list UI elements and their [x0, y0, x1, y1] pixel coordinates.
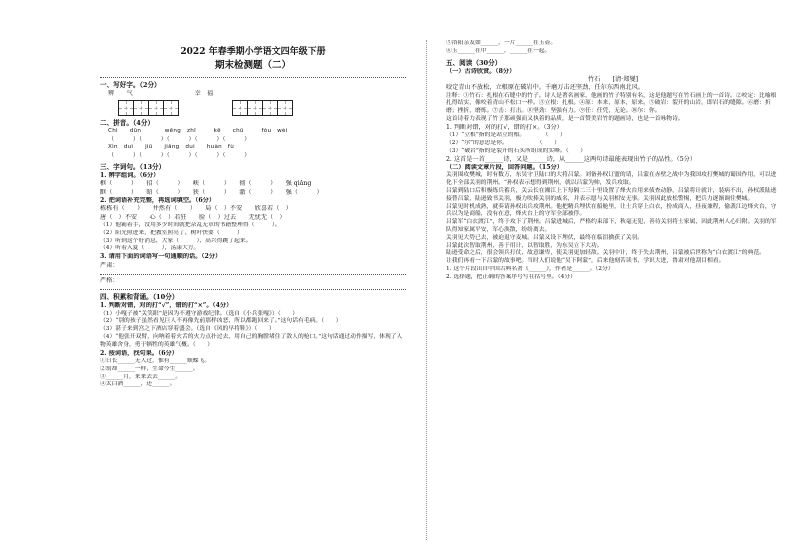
section-5-title: 五、阅读（30分）	[446, 58, 502, 67]
s3-q2-row-a: 栋栋有（ ） 井然有（ ） 局（ ）不安 欣喜若（ ）	[100, 205, 292, 213]
passage-para-6: 吕蒙此次智取荆州，善于用计，以智取胜，为东吴立下大功。	[446, 242, 603, 249]
header-rule	[100, 77, 406, 78]
s3-q2-item-1: （1）他霸着手，没用多少时间就把杂乱无章的书籍整理得（ ）。	[100, 221, 281, 228]
s3-q3-line-2: 严格：	[100, 276, 119, 284]
r-q1-item-3: （3）“破岩”指的是裂开的石头所组成的实峰。（ ）	[446, 147, 587, 154]
r-reading-q1: 1. 这个片段出自中国古典名著《______》，作者是______。（2分）	[446, 266, 614, 273]
pinyin-row-2: Xìn duì jiū jiǎng duì huàn fù	[108, 144, 235, 150]
r-reading-q2: 2. 选择题，把正确的答案序号写在括号里。（4分）	[446, 273, 576, 280]
passage-para-1: 关羽围攻樊城，时有数万，东吴守卫陆口的大将吕蒙。刘备孙权订盟的请，吕蒙在赤壁之战中为我国攻打樊城的蜀国作用，可以进化下全部关羽的荆州。“孙权表示想得到荆州，就以吕蒙为帅，发兵攻取。	[446, 172, 777, 187]
s4-q1-item-2: （2）“别的孩子虽然看见巨人不再像先前那样凶恶，所以都跑回来了。”这句话有毛病。（ ）	[100, 318, 342, 325]
bracket-row-1: （ ）（ ）（ ）（ ）（ ）	[108, 135, 251, 143]
right-column	[446, 40, 780, 282]
poem-summary: 这首诗着力表现了竹子那顽强而又执着的品质，是一首赞美岩竹的题画诗，也是一首咏物诗。	[446, 116, 684, 123]
poem-notes: 注释：①竹石：扎根在石缝中的竹子。诗人是著名画家，他画的竹子特别有名，这是他题写在竹石画上的一首诗。②咬定：比喻根扎得结实，像咬着青山不松口一样。③立根：扎根。④原：本来，原本，原来。⑤破岩：裂开的山岩，即岩石的缝隙。⑥磨：折磨；挫折，磨炼。⑦击：打击。⑧坚劲：坚强有力。⑨任：任凭，无论。⑩尔：你。	[446, 92, 777, 115]
r-q2: 2. 这首是一首______诗，又是______诗，从______这两句诗最能表现出竹子的品性。（5分）	[446, 155, 697, 163]
writing-box[interactable]	[277, 100, 293, 116]
s5-part-2: （二）阅读文章片段，回答问题。（15分）	[446, 164, 563, 171]
writing-box[interactable]	[262, 100, 278, 116]
passage-para-2: 吕蒙到陆口后积极练兵蓄兵，关云长在湘江上下每隔二三十里设置了烽火台用来侦查动静，吕蒙将计就计，装病不出，孙权派陆逊接替吕蒙，陆逊致书关羽，极力吹捧关羽的威名，并表示愿与关羽相安无事。关羽因此放松警惕，把兵力逐渐调往樊城。	[446, 187, 777, 202]
s4-q2-item-4: ④太白酒______，还______。	[100, 381, 176, 388]
section-1-title: 一、写好字。（2分）	[100, 80, 161, 89]
s4-q2-item-1: ①日长______无人过，惟有______蛱蝶飞。	[100, 357, 211, 364]
s4-q1-item-1: （1）小嘎子被“关笑眼”是因为不遵守游戏纪律。（选自《小兵张嘎》）（ ）	[100, 310, 299, 317]
r-fill-5: ⑤浴阳亲友如______，一片______在玉壶。	[446, 40, 557, 46]
passage-para-8: 让我们再看一下吕蒙的故事吧。当时人们说他“吴下阿蒙”，后来他刻苦读书，学识大进，鲁肃对他刮目相看。	[446, 258, 725, 265]
answer-line[interactable]	[100, 289, 406, 290]
answer-line[interactable]	[100, 274, 406, 275]
s1-words: 辨 气 幸 福	[108, 89, 214, 97]
pinyin-row-1: Chì dūn wēng zhī kē chū fǒu wèi	[108, 128, 288, 135]
s3-q2-item-2: （2）阳光照进来，把教室照亮了，树叶快要（ ）	[100, 229, 243, 236]
section-2-title: 二、拼音。（4分）	[100, 119, 155, 128]
left-column	[100, 40, 406, 389]
writing-box[interactable]	[247, 100, 263, 116]
s4-q2: 2. 按词语，找句果。（6分）	[100, 349, 178, 357]
s3-q2: 2. 把词语补充完整，再选词填空。（6分）	[100, 196, 216, 204]
writing-box[interactable]	[232, 100, 248, 116]
section-4-title: 四、积累和背诵。（10分）	[100, 293, 179, 302]
s3-q3-line-1: 严肃：	[100, 261, 119, 269]
r-q1: 1. 判断对错，对的打√，错的打×。（3分）	[446, 123, 563, 131]
writing-box[interactable]	[148, 100, 164, 116]
passage-para-3: 吕蒙见时机成熟，就奏请孙权出兵攻荆州。他把精兵埋伏在船舱里，让士兵穿上白衣，扮成商人，昼夜兼程，偷袭江边烽火台，守兵以为是商船，没有在意，烽火台上的守军全部被俘。	[446, 203, 777, 218]
s3-q2-item-3: （3）听到这个好消息，大家（ ），高兴得跳了起来。	[100, 237, 252, 244]
writing-box[interactable]	[118, 100, 134, 116]
box-group-2	[232, 100, 292, 116]
box-group-1	[118, 100, 178, 116]
passage-para-5: 关羽见大势已去，被迫退守麦城。吕蒙又设下埋伏，最终在临沮擒获了关羽。	[446, 234, 644, 241]
poem-text: 咬定青山不放松，立根原在破岩中。千磨万击还坚劲，任尔东西南北风。	[446, 84, 644, 92]
s3-q1-row-b: 眶（ ） 昭（ ） 狭（ ） 澈（ ） 强（ ）	[100, 188, 323, 196]
exam-title: 2022 年春季期小学语文四年级下册	[180, 47, 326, 57]
s5-part-1: （一）古诗欣赏。（8分）	[446, 67, 516, 75]
s4-q1-item-4: （4）“他张开双臂，向呐着着火舌的火力点扑过去，用自己的胸膛堵住了敌人的枪口。”这句话通过动作描写，体现了人物英雄舍身，勇于牺牲的英雄气概。（ ）	[100, 333, 403, 348]
writing-box[interactable]	[163, 100, 179, 116]
s4-q2-item-3: ③______月，来来去去______。	[100, 373, 182, 380]
s4-q1-item-3: （3）湛子来到宫之下酒店穿着盛会。（选自《风的早将鞋》）（ ）	[100, 326, 275, 333]
exam-page	[100, 40, 780, 540]
s3-q1-row-a: 框（ ） 招（ ） 峡（ ） 彻（ ） 强 qiǎng	[100, 180, 312, 188]
writing-boxes	[118, 100, 406, 116]
passage-para-4: 吕蒙军“白衣渡江”，终于攻下了荆州。吕蒙进城后，严格约束部下，秋毫无犯，善待关羽将士家属，因此荆州人心归附。关羽的军队得知家属平安，军心涣散，纷纷离去。	[446, 219, 777, 234]
poem-title: 竹石 [清·郑燮]	[587, 75, 639, 83]
s4-q2-item-2: ②翁却______一样，生命今生______。	[100, 365, 199, 372]
column-divider	[426, 40, 427, 540]
s3-q3: 3. 请用下面的词语写一句通顺的话。（2分）	[100, 253, 222, 261]
section-3-title: 三、字词句。（13分）	[100, 162, 166, 171]
s3-q2-item-4: （4）听着入夏（ ），荡漾大方。	[100, 245, 200, 252]
s3-q2-row-b: 唐（ ）不安 心（ ）若狂 脸（ ）过去 无忧无（ ）	[100, 213, 286, 221]
r-q1-item-2: （2）“尔”的意思是你。 （ ）	[446, 140, 560, 147]
r-q1-item-1: （1）“立根”指的是站立的根。 （ ）	[446, 132, 566, 139]
bracket-row-2: （ ）（ ）（ ）（ ）（ ）	[108, 151, 251, 159]
writing-box[interactable]	[133, 100, 149, 116]
exam-subtitle: 期末检测题（二）	[214, 60, 291, 72]
r-fill-6: ⑥玉______在中______，______在一起。	[446, 47, 551, 54]
passage-para-7: 陆逊受命之后，很会领兵打仗，故意谦卑，使关羽更加轻敌。关羽中计，终于失去荆州，吕蒙被后世称为“白衣渡江”的典范。	[446, 250, 765, 257]
s4-q1: 1. 判断对错，对的打“√”，错的打“×”。（4分）	[100, 302, 233, 310]
s3-q1: 1. 辨字组词。（6分）	[100, 171, 160, 179]
